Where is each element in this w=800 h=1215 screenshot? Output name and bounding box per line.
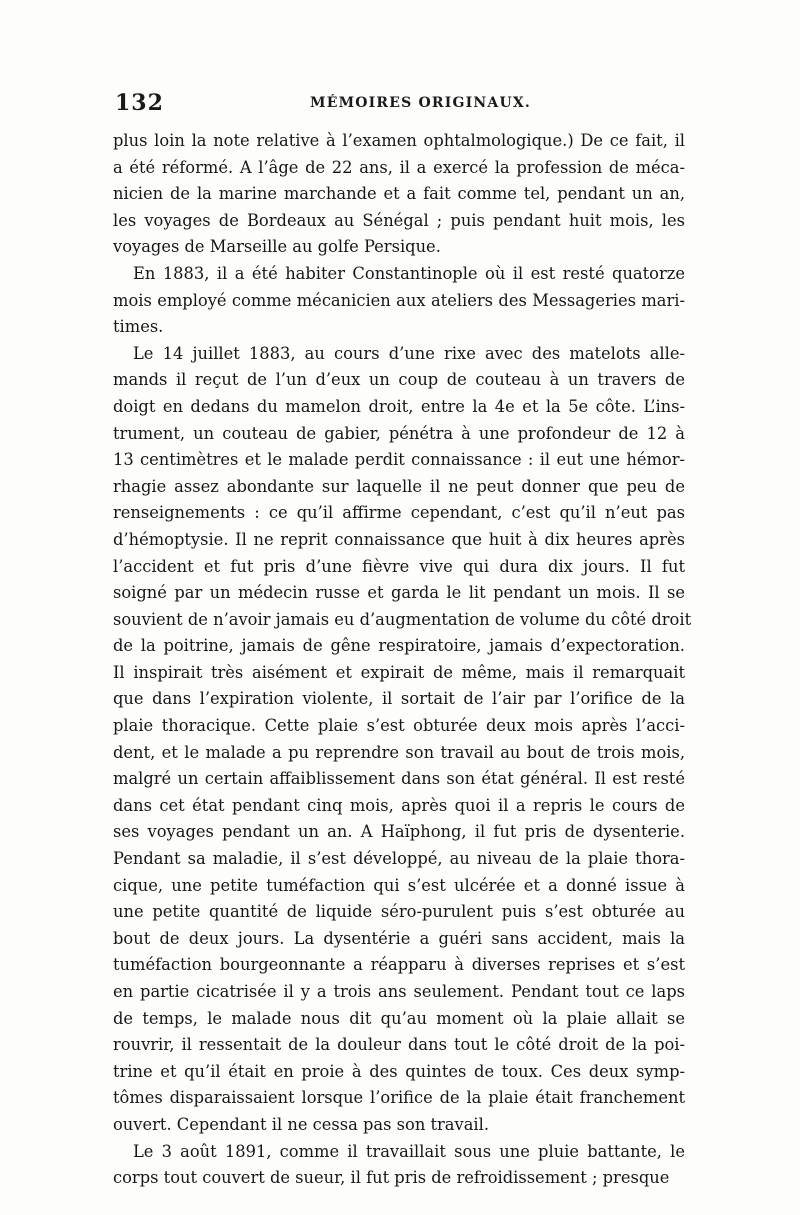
text-line: doigt en dedans du mamelon droit, entre la 4e et la 5e côte. L’ins-: [113, 396, 685, 416]
text-line: ses voyages pendant un an. A Haïphong, il fut pris de dysenterie.: [113, 822, 685, 842]
text-line: 13 centimètres et le malade perdit connaissance : il eut une hémor-: [113, 450, 685, 470]
text-line: cique, une petite tuméfaction qui s’est ulcérée et a donné issue à: [113, 875, 685, 895]
text-line: nicien de la marine marchande et a fait comme tel, pendant un an,: [113, 184, 685, 204]
text-line: Le 14 juillet 1883, au cours d’une rixe avec des matelots alle-: [133, 343, 685, 363]
text-line: bout de deux jours. La dysentérie a guéri sans accident, mais la: [113, 928, 685, 948]
text-line: dent, et le malade a pu reprendre son travail au bout de trois mois,: [113, 742, 685, 762]
text-line: rhagie assez abondante sur laquelle il ne peut donner que peu de: [113, 476, 685, 496]
text-line: tuméfaction bourgeonnante a réapparu à diverses reprises et s’est: [113, 955, 685, 975]
text-line: tômes disparaissaient lorsque l’orifice de la plaie était franchement: [113, 1088, 685, 1108]
text-line: plaie thoracique. Cette plaie s’est obturée deux mois après l’acci-: [113, 716, 685, 736]
text-line: Pendant sa maladie, il s’est développé, au niveau de la plaie thora-: [113, 849, 685, 869]
text-line: une petite quantité de liquide séro-purulent puis s’est obturée au: [113, 902, 685, 922]
text-line: a été réformé. A l’âge de 22 ans, il a exercé la profession de méca-: [113, 157, 685, 177]
page-number: 132: [115, 90, 164, 116]
text-line: times.: [113, 317, 164, 337]
text-line: de temps, le malade nous dit qu’au moment où la plaie allait se: [113, 1008, 685, 1028]
text-line: trine et qu’il était en proie à des quintes de toux. Ces deux symp-: [113, 1061, 685, 1081]
paragraph: [113, 261, 685, 341]
paragraph: [113, 341, 692, 1139]
text-line: rouvrir, il ressentait de la douleur dans tout le côté droit de la poi-: [113, 1035, 685, 1055]
text-line: trument, un couteau de gabier, pénétra à une profondeur de 12 à: [113, 423, 685, 443]
text-line: Le 3 août 1891, comme il travaillait sous une pluie battante, le: [133, 1141, 685, 1161]
text-line: souvient de n’avoir jamais eu d’augmentation de volume du côté droit: [113, 609, 692, 629]
body-text: [113, 128, 692, 1192]
text-line: mois employé comme mécanicien aux ateliers des Messageries mari-: [113, 290, 685, 310]
text-line: renseignements : ce qu’il affirme cependant, c’est qu’il n’eut pas: [113, 503, 685, 523]
running-title: MÉMOIRES ORIGINAUX.: [310, 95, 531, 111]
text-line: l’accident et fut pris d’une fièvre vive qui dura dix jours. Il fut: [113, 556, 685, 576]
text-line: en partie cicatrisée il y a trois ans seulement. Pendant tout ce laps: [113, 982, 685, 1001]
text-line: soigné par un médecin russe et garda le lit pendant un mois. Il se: [113, 583, 685, 603]
text-line: plus loin la note relative à l’examen ophtalmologique.) De ce fait, il: [113, 131, 685, 150]
text-line: les voyages de Bordeaux au Sénégal ; puis pendant huit mois, les: [113, 210, 685, 230]
paragraph: [113, 1139, 685, 1192]
paragraph: [113, 128, 685, 261]
text-line: voyages de Marseille au golfe Persique.: [113, 237, 441, 257]
text-line: ouvert. Cependant il ne cessa pas son travail.: [113, 1114, 490, 1134]
text-line: dans cet état pendant cinq mois, après quoi il a repris le cours de: [113, 795, 685, 815]
running-head: [115, 90, 685, 120]
text-line: que dans l’expiration violente, il sortait de l’air par l’orifice de la: [113, 689, 685, 709]
text-line: de la poitrine, jamais de gêne respiratoire, jamais d’expectoration.: [113, 636, 685, 656]
text-line: En 1883, il a été habiter Constantinople où il est resté quatorze: [133, 263, 685, 283]
text-line: malgré un certain affaiblissement dans son état général. Il est resté: [113, 769, 685, 789]
text-line: Il inspirait très aisément et expirait de même, mais il remarquait: [113, 662, 685, 682]
text-line: corps tout couvert de sueur, il fut pris de refroidissement ; presque: [113, 1168, 670, 1188]
text-line: d’hémoptysie. Il ne reprit connaissance que huit à dix heures après: [113, 529, 685, 549]
text-line: mands il reçut de l’un d’eux un coup de couteau à un travers de: [113, 370, 685, 390]
